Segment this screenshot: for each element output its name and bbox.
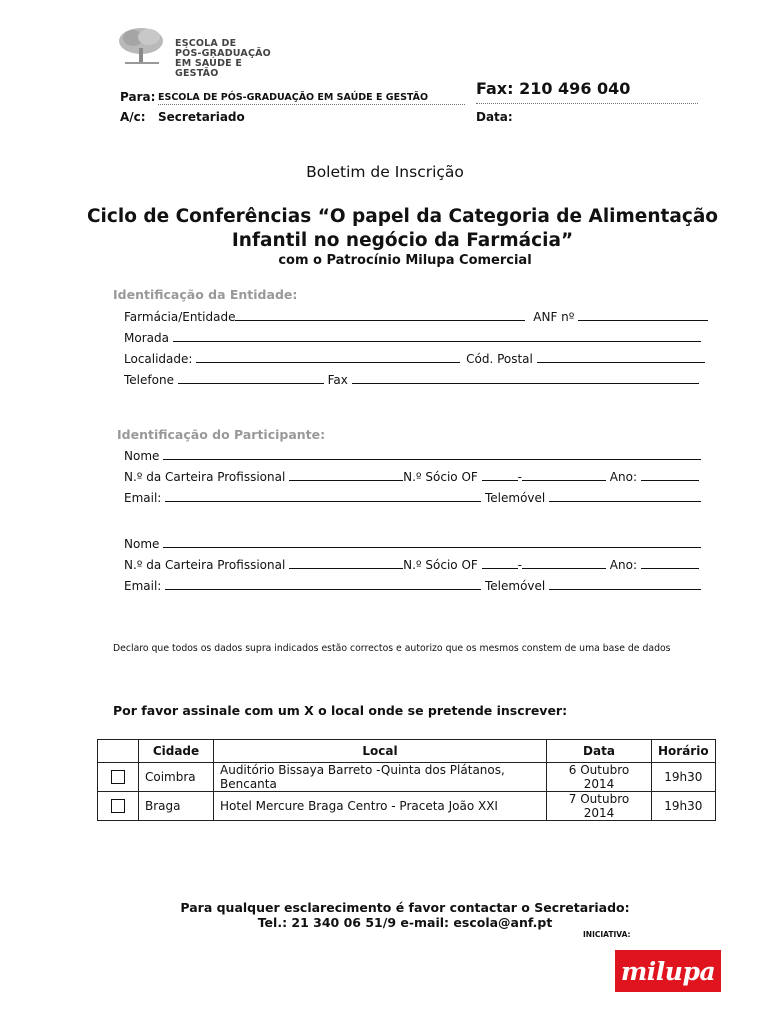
checkbox-coimbra[interactable]	[111, 770, 125, 784]
email-field[interactable]	[165, 491, 481, 502]
nome-label: Nome	[124, 537, 160, 551]
col-header-data: Data	[547, 740, 652, 763]
table-header-row	[98, 740, 716, 763]
cod-postal-label: Cód. Postal	[466, 352, 533, 366]
col-header-cidade: Cidade	[139, 740, 214, 763]
checkbox-cell[interactable]	[98, 792, 139, 821]
cod-postal-field[interactable]	[537, 352, 705, 363]
location-table	[97, 739, 716, 821]
socio-field-a[interactable]	[482, 470, 518, 481]
nome-label: Nome	[124, 449, 160, 463]
farmacia-label: Farmácia/Entidade	[124, 310, 236, 324]
para-label: Para:	[120, 90, 156, 104]
form-title: Boletim de Inscrição	[306, 163, 464, 181]
email-row-2[interactable]	[124, 579, 701, 593]
telefone-label: Telefone	[124, 373, 174, 387]
socio-field-a[interactable]	[482, 558, 518, 569]
logo-line: EM SAÚDE E GESTÃO	[175, 58, 243, 79]
event-subtitle: com o Patrocínio Milupa Comercial	[278, 253, 532, 268]
school-logo	[117, 22, 277, 79]
anf-field[interactable]	[578, 310, 708, 321]
cell-local: Auditório Bissaya Barreto -Quinta dos Plátanos, Bencanta	[214, 763, 547, 792]
socio-label: N.º Sócio OF	[403, 470, 478, 484]
email-label: Email:	[124, 579, 162, 593]
nome-field[interactable]	[163, 537, 701, 548]
farmacia-row[interactable]	[124, 310, 708, 324]
cell-horario: 19h30	[652, 792, 716, 821]
carteira-row-1[interactable]	[124, 470, 699, 484]
anf-label: ANF nº	[533, 310, 575, 324]
socio-label: N.º Sócio OF	[403, 558, 478, 572]
table-row	[98, 763, 716, 792]
declaration-text: Declaro que todos os dados supra indicados estão correctos e autorizo que os mesmos constem de uma base de dados	[113, 643, 671, 654]
contact-line2: Tel.: 21 340 06 51/9 e-mail: escola@anf.pt	[257, 915, 553, 930]
ano-field[interactable]	[641, 470, 699, 481]
telemovel-field[interactable]	[549, 491, 701, 502]
carteira-field[interactable]	[289, 470, 403, 481]
checkbox-braga[interactable]	[111, 799, 125, 813]
tree-icon	[117, 24, 169, 66]
iniciativa-label: INICIATIVA:	[583, 930, 631, 939]
logo-line: PÓS-GRADUAÇÃO	[175, 48, 271, 59]
ac-label: A/c:	[120, 110, 146, 124]
fax-number: Fax: 210 496 040	[476, 79, 698, 104]
cell-data: 7 Outubro 2014	[547, 792, 652, 821]
telemovel-label: Telemóvel	[485, 579, 546, 593]
nome-row-1[interactable]	[124, 449, 701, 463]
nome-row-2[interactable]	[124, 537, 701, 551]
socio-separator: -	[517, 558, 522, 572]
col-header-horario: Horário	[652, 740, 716, 763]
socio-separator: -	[517, 470, 522, 484]
cell-cidade: Braga	[139, 792, 214, 821]
carteira-row-2[interactable]	[124, 558, 699, 572]
morada-field[interactable]	[173, 331, 701, 342]
checkbox-cell[interactable]	[98, 763, 139, 792]
farmacia-field[interactable]	[235, 310, 525, 321]
school-logo-text	[175, 39, 277, 79]
telemovel-field[interactable]	[549, 579, 701, 590]
carteira-label: N.º da Carteira Profissional	[124, 558, 286, 572]
telefone-field[interactable]	[178, 373, 324, 384]
checkbox-header	[98, 740, 139, 763]
logo-line: ESCOLA DE	[175, 38, 237, 49]
cell-data: 6 Outubro 2014	[547, 763, 652, 792]
email-row-1[interactable]	[124, 491, 701, 505]
milupa-logo: milupa	[615, 950, 721, 992]
para-value: ESCOLA DE PÓS-GRADUAÇÃO EM SAÚDE E GESTÃO	[158, 92, 465, 105]
participant-section-heading: Identificação do Participante:	[117, 427, 326, 442]
cell-cidade: Coimbra	[139, 763, 214, 792]
table-row	[98, 792, 716, 821]
location-prompt: Por favor assinale com um X o local onde se pretende inscrever:	[113, 703, 568, 718]
carteira-label: N.º da Carteira Profissional	[124, 470, 286, 484]
localidade-label: Localidade:	[124, 352, 193, 366]
cell-horario: 19h30	[652, 763, 716, 792]
email-field[interactable]	[165, 579, 481, 590]
col-header-local: Local	[214, 740, 547, 763]
morada-label: Morada	[124, 331, 169, 345]
carteira-field[interactable]	[289, 558, 403, 569]
telemovel-label: Telemóvel	[485, 491, 546, 505]
nome-field[interactable]	[163, 449, 701, 460]
event-title-line1: Ciclo de Conferências “O papel da Categoria de Alimentação	[86, 206, 719, 227]
ac-value: Secretariado	[158, 110, 245, 124]
event-title-line2: Infantil no negócio da Farmácia”	[231, 230, 574, 251]
socio-field-b[interactable]	[522, 470, 606, 481]
data-label: Data:	[476, 110, 513, 124]
ano-label: Ano:	[609, 470, 637, 484]
localidade-field[interactable]	[196, 352, 460, 363]
socio-field-b[interactable]	[522, 558, 606, 569]
ano-label: Ano:	[609, 558, 637, 572]
localidade-row[interactable]	[124, 352, 705, 366]
cell-local: Hotel Mercure Braga Centro - Praceta João XXI	[214, 792, 547, 821]
fax-field[interactable]	[352, 373, 699, 384]
fax-label: Fax	[327, 373, 348, 387]
ano-field[interactable]	[641, 558, 699, 569]
telefone-row[interactable]	[124, 373, 699, 387]
email-label: Email:	[124, 491, 162, 505]
contact-line1: Para qualquer esclarecimento é favor contactar o Secretariado:	[180, 900, 630, 915]
morada-row[interactable]	[124, 331, 701, 345]
entity-section-heading: Identificação da Entidade:	[113, 287, 298, 302]
